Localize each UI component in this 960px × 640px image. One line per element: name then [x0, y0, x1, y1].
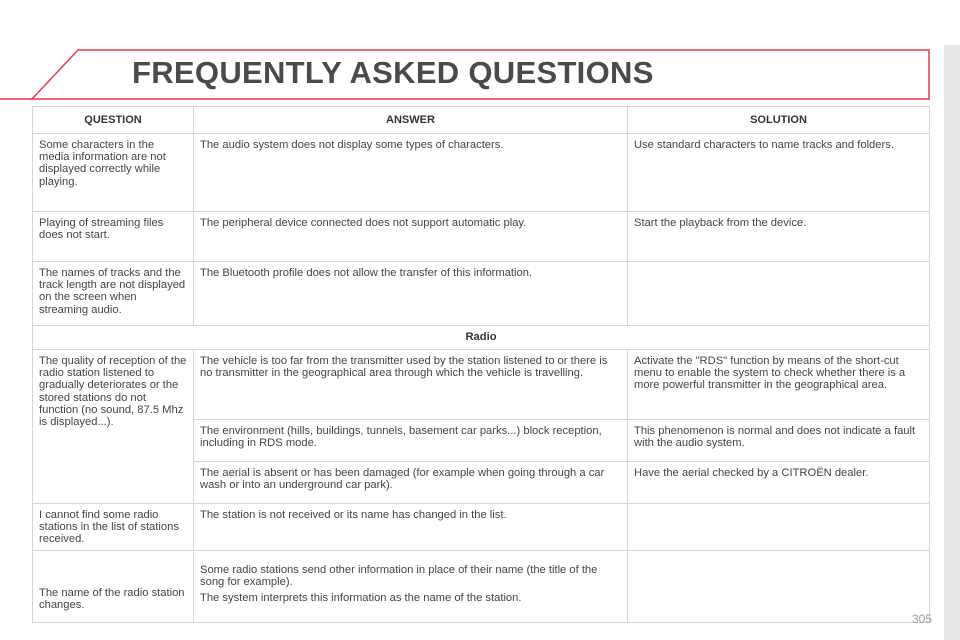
header-banner: [0, 45, 930, 100]
answer-text: Some radio stations send other information in place of their name (the title of the song for example).: [200, 563, 598, 588]
column-header-question: QUESTION: [33, 107, 194, 134]
table-row: [33, 350, 930, 420]
column-header-answer: ANSWER: [194, 107, 628, 134]
column-header-solution: SOLUTION: [628, 107, 930, 134]
question-cell: Playing of streaming files does not start.: [33, 212, 194, 262]
table-row: [33, 212, 930, 262]
solution-cell: Use standard characters to name tracks and folders.: [628, 134, 930, 212]
section-title-radio: Radio: [33, 326, 930, 350]
question-cell: Some characters in the media information are not displayed correctly while playing.: [33, 134, 194, 212]
answer-text: The system interprets this information as the name of the station.: [200, 592, 522, 605]
solution-cell: [628, 550, 930, 622]
answer-cell: The vehicle is too far from the transmitter used by the station listened to or there is no transmitter in the geographical area through which the vehicle is travelling.: [194, 350, 628, 420]
answer-cell: The Bluetooth profile does not allow the transfer of this information.: [194, 262, 628, 326]
solution-cell: [628, 504, 930, 551]
solution-cell: Have the aerial checked by a CITROËN dealer.: [628, 462, 930, 504]
page-number: 305: [912, 612, 933, 626]
page-title: FREQUENTLY ASKED QUESTIONS: [132, 55, 654, 90]
table-row: [33, 550, 930, 622]
table-row: [33, 504, 930, 551]
answer-cell: The environment (hills, buildings, tunnels, basement car parks...) block reception, including in RDS mode.: [194, 420, 628, 462]
solution-cell: [628, 262, 930, 326]
solution-cell: Activate the "RDS" function by means of the short-cut menu to enable the system to check whether there is a more powerful transmitter in the geographical area.: [628, 350, 930, 420]
faq-table: [32, 106, 930, 623]
question-cell: The quality of reception of the radio station listened to gradually deteriorates or the stored stations do not function (no sound, 87.5 Mhz is displayed...).: [33, 350, 194, 504]
table-row: [33, 262, 930, 326]
answer-cell: The audio system does not display some types of characters.: [194, 134, 628, 212]
question-cell: [33, 550, 194, 622]
page-gutter: [944, 45, 960, 640]
answer-cell: The peripheral device connected does not support automatic play.: [194, 212, 628, 262]
question-text: The name of the radio station changes.: [39, 587, 185, 612]
answer-cell: [194, 550, 628, 622]
solution-cell: Start the playback from the device.: [628, 212, 930, 262]
question-cell: The names of tracks and the track length are not displayed on the screen when streaming audio.: [33, 262, 194, 326]
question-cell: I cannot find some radio stations in the list of stations received.: [33, 504, 194, 551]
answer-cell: The aerial is absent or has been damaged (for example when going through a car wash or into an underground car park).: [194, 462, 628, 504]
answer-cell: The station is not received or its name has changed in the list.: [194, 504, 628, 551]
table-row: [33, 134, 930, 212]
section-row-radio: [33, 326, 930, 350]
solution-cell: This phenomenon is normal and does not indicate a fault with the audio system.: [628, 420, 930, 462]
table-header-row: [33, 107, 930, 134]
